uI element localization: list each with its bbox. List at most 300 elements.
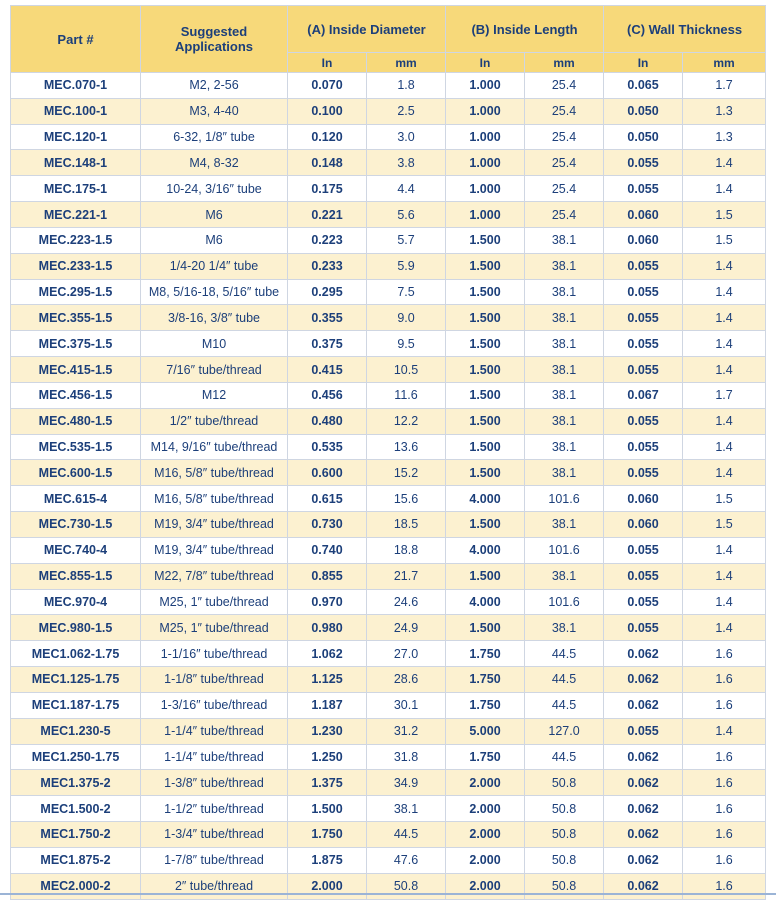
inside-diameter-mm-cell: 2.5 [367,98,446,124]
inside-diameter-in-cell: 0.355 [288,305,367,331]
inside-diameter-in-cell: 0.070 [288,73,367,99]
part-number-cell: MEC.100-1 [11,98,141,124]
inside-length-in-cell: 1.500 [446,434,525,460]
part-number-cell: MEC.600-1.5 [11,460,141,486]
inside-length-mm-cell: 44.5 [525,641,604,667]
wall-thickness-in-cell: 0.055 [604,718,683,744]
inside-length-in-cell: 1.500 [446,331,525,357]
part-number-cell: MEC1.500-2 [11,796,141,822]
inside-diameter-in-cell: 1.375 [288,770,367,796]
table-row [11,563,766,589]
header-row [11,6,766,53]
inside-length-in-cell: 4.000 [446,537,525,563]
wall-thickness-mm-cell: 1.4 [683,279,766,305]
unit-header: In [604,53,683,73]
inside-diameter-in-cell: 0.980 [288,615,367,641]
inside-length-in-cell: 1.000 [446,98,525,124]
inside-diameter-in-cell: 1.500 [288,796,367,822]
wall-thickness-mm-cell: 1.6 [683,770,766,796]
wall-thickness-in-cell: 0.062 [604,641,683,667]
inside-length-mm-cell: 38.1 [525,357,604,383]
inside-diameter-in-cell: 0.535 [288,434,367,460]
part-number-cell: MEC.456-1.5 [11,382,141,408]
inside-diameter-mm-cell: 13.6 [367,434,446,460]
application-cell: 1-1/4″ tube/thread [141,718,288,744]
inside-diameter-mm-cell: 18.5 [367,512,446,538]
wall-thickness-mm-cell: 1.7 [683,382,766,408]
table-row [11,641,766,667]
wall-thickness-in-cell: 0.055 [604,279,683,305]
inside-diameter-mm-cell: 34.9 [367,770,446,796]
application-cell: 1/4-20 1/4″ tube [141,253,288,279]
wall-thickness-mm-cell: 1.4 [683,357,766,383]
application-cell: M12 [141,382,288,408]
part-number-cell: MEC1.062-1.75 [11,641,141,667]
inside-length-in-cell: 1.500 [446,253,525,279]
table-row [11,667,766,693]
part-number-cell: MEC.221-1 [11,202,141,228]
inside-length-mm-cell: 50.8 [525,847,604,873]
inside-diameter-mm-cell: 31.8 [367,744,446,770]
application-cell: 1-1/8″ tube/thread [141,667,288,693]
table-row [11,305,766,331]
table-row [11,537,766,563]
spec-table-container [10,5,765,900]
inside-diameter-mm-cell: 3.0 [367,124,446,150]
wall-thickness-in-cell: 0.050 [604,124,683,150]
application-cell: 1-3/4″ tube/thread [141,822,288,848]
table-row [11,253,766,279]
inside-length-mm-cell: 38.1 [525,512,604,538]
wall-thickness-mm-cell: 1.6 [683,692,766,718]
wall-thickness-in-cell: 0.062 [604,770,683,796]
application-cell: 1-1/4″ tube/thread [141,744,288,770]
inside-length-in-cell: 1.500 [446,305,525,331]
inside-length-in-cell: 2.000 [446,873,525,899]
table-row [11,408,766,434]
unit-header: mm [525,53,604,73]
application-cell: M6 [141,227,288,253]
inside-diameter-in-cell: 1.230 [288,718,367,744]
inside-length-mm-cell: 38.1 [525,408,604,434]
inside-length-in-cell: 4.000 [446,589,525,615]
inside-diameter-mm-cell: 31.2 [367,718,446,744]
wall-thickness-mm-cell: 1.4 [683,150,766,176]
application-cell: M16, 5/8″ tube/thread [141,460,288,486]
application-cell: 2″ tube/thread [141,873,288,899]
wall-thickness-in-cell: 0.055 [604,357,683,383]
unit-header: mm [683,53,766,73]
inside-length-in-cell: 1.500 [446,512,525,538]
inside-diameter-mm-cell: 3.8 [367,150,446,176]
application-cell: 1-3/16″ tube/thread [141,692,288,718]
inside-diameter-mm-cell: 18.8 [367,537,446,563]
inside-diameter-mm-cell: 21.7 [367,563,446,589]
wall-thickness-mm-cell: 1.4 [683,408,766,434]
table-row [11,847,766,873]
inside-length-in-cell: 1.750 [446,744,525,770]
inside-length-mm-cell: 38.1 [525,253,604,279]
inside-length-in-cell: 1.750 [446,667,525,693]
wall-thickness-in-cell: 0.062 [604,667,683,693]
part-number-cell: MEC.730-1.5 [11,512,141,538]
application-cell: 7/16″ tube/thread [141,357,288,383]
unit-header: In [288,53,367,73]
inside-diameter-mm-cell: 5.6 [367,202,446,228]
inside-length-mm-cell: 25.4 [525,202,604,228]
part-number-cell: MEC.980-1.5 [11,615,141,641]
wall-thickness-in-cell: 0.065 [604,73,683,99]
inside-length-in-cell: 2.000 [446,847,525,873]
application-cell: M19, 3/4″ tube/thread [141,512,288,538]
inside-length-in-cell: 1.000 [446,73,525,99]
inside-length-mm-cell: 25.4 [525,124,604,150]
inside-length-mm-cell: 44.5 [525,667,604,693]
header-part-number: Part # [11,6,141,73]
application-cell: 1-3/8″ tube/thread [141,770,288,796]
part-number-cell: MEC1.125-1.75 [11,667,141,693]
inside-diameter-in-cell: 0.456 [288,382,367,408]
inside-diameter-mm-cell: 7.5 [367,279,446,305]
table-row [11,202,766,228]
inside-diameter-in-cell: 0.970 [288,589,367,615]
inside-length-mm-cell: 50.8 [525,822,604,848]
wall-thickness-mm-cell: 1.6 [683,641,766,667]
application-cell: M22, 7/8″ tube/thread [141,563,288,589]
inside-length-mm-cell: 25.4 [525,176,604,202]
inside-diameter-in-cell: 0.740 [288,537,367,563]
wall-thickness-mm-cell: 1.4 [683,615,766,641]
wall-thickness-in-cell: 0.060 [604,227,683,253]
application-cell: M25, 1″ tube/thread [141,589,288,615]
inside-diameter-mm-cell: 24.6 [367,589,446,615]
part-number-cell: MEC1.187-1.75 [11,692,141,718]
application-cell: 1-7/8″ tube/thread [141,847,288,873]
wall-thickness-in-cell: 0.055 [604,563,683,589]
wall-thickness-in-cell: 0.062 [604,796,683,822]
part-number-cell: MEC.355-1.5 [11,305,141,331]
inside-length-mm-cell: 38.1 [525,227,604,253]
wall-thickness-in-cell: 0.055 [604,589,683,615]
inside-diameter-mm-cell: 12.2 [367,408,446,434]
application-cell: 1/2″ tube/thread [141,408,288,434]
table-row [11,796,766,822]
application-cell: M8, 5/16-18, 5/16″ tube [141,279,288,305]
inside-diameter-in-cell: 0.120 [288,124,367,150]
wall-thickness-in-cell: 0.055 [604,537,683,563]
inside-diameter-in-cell: 0.855 [288,563,367,589]
inside-length-mm-cell: 38.1 [525,331,604,357]
application-cell: 6-32, 1/8″ tube [141,124,288,150]
inside-diameter-in-cell: 0.175 [288,176,367,202]
wall-thickness-in-cell: 0.050 [604,98,683,124]
table-row [11,73,766,99]
inside-length-mm-cell: 44.5 [525,744,604,770]
inside-diameter-mm-cell: 4.4 [367,176,446,202]
inside-length-in-cell: 1.500 [446,563,525,589]
header-suggested-applications: Suggested Applications [141,6,288,73]
inside-length-mm-cell: 50.8 [525,873,604,899]
part-number-cell: MEC2.000-2 [11,873,141,899]
wall-thickness-mm-cell: 1.5 [683,202,766,228]
table-row [11,615,766,641]
unit-header: In [446,53,525,73]
inside-diameter-in-cell: 0.415 [288,357,367,383]
wall-thickness-mm-cell: 1.4 [683,305,766,331]
inside-diameter-mm-cell: 5.9 [367,253,446,279]
part-number-cell: MEC.970-4 [11,589,141,615]
part-number-cell: MEC.855-1.5 [11,563,141,589]
inside-diameter-mm-cell: 30.1 [367,692,446,718]
inside-length-in-cell: 1.500 [446,460,525,486]
table-row [11,176,766,202]
wall-thickness-mm-cell: 1.6 [683,873,766,899]
wall-thickness-in-cell: 0.055 [604,176,683,202]
inside-diameter-in-cell: 0.295 [288,279,367,305]
part-number-cell: MEC.375-1.5 [11,331,141,357]
part-number-cell: MEC.223-1.5 [11,227,141,253]
inside-diameter-in-cell: 2.000 [288,873,367,899]
inside-length-mm-cell: 38.1 [525,460,604,486]
inside-diameter-mm-cell: 47.6 [367,847,446,873]
table-row [11,357,766,383]
application-cell: M2, 2-56 [141,73,288,99]
inside-diameter-mm-cell: 24.9 [367,615,446,641]
inside-diameter-in-cell: 0.730 [288,512,367,538]
table-row [11,98,766,124]
inside-diameter-in-cell: 1.062 [288,641,367,667]
wall-thickness-mm-cell: 1.5 [683,486,766,512]
part-number-cell: MEC1.750-2 [11,822,141,848]
wall-thickness-mm-cell: 1.4 [683,176,766,202]
inside-diameter-in-cell: 0.375 [288,331,367,357]
application-cell: 1-1/16″ tube/thread [141,641,288,667]
inside-length-in-cell: 4.000 [446,486,525,512]
inside-length-mm-cell: 25.4 [525,98,604,124]
header-inside-diameter: (A) Inside Diameter [288,6,446,53]
inside-diameter-in-cell: 0.600 [288,460,367,486]
wall-thickness-in-cell: 0.062 [604,744,683,770]
inside-length-mm-cell: 38.1 [525,563,604,589]
wall-thickness-in-cell: 0.062 [604,873,683,899]
wall-thickness-mm-cell: 1.5 [683,512,766,538]
inside-diameter-mm-cell: 15.2 [367,460,446,486]
part-number-cell: MEC.175-1 [11,176,141,202]
inside-diameter-mm-cell: 11.6 [367,382,446,408]
inside-diameter-mm-cell: 5.7 [367,227,446,253]
inside-diameter-mm-cell: 27.0 [367,641,446,667]
wall-thickness-mm-cell: 1.4 [683,331,766,357]
inside-diameter-mm-cell: 50.8 [367,873,446,899]
wall-thickness-in-cell: 0.055 [604,408,683,434]
wall-thickness-mm-cell: 1.6 [683,744,766,770]
wall-thickness-mm-cell: 1.4 [683,434,766,460]
wall-thickness-in-cell: 0.060 [604,512,683,538]
application-cell: M3, 4-40 [141,98,288,124]
part-number-cell: MEC.740-4 [11,537,141,563]
inside-length-mm-cell: 101.6 [525,589,604,615]
wall-thickness-mm-cell: 1.4 [683,718,766,744]
inside-diameter-in-cell: 0.100 [288,98,367,124]
inside-length-in-cell: 1.000 [446,202,525,228]
wall-thickness-in-cell: 0.060 [604,486,683,512]
table-row [11,124,766,150]
part-number-cell: MEC.233-1.5 [11,253,141,279]
inside-length-mm-cell: 38.1 [525,615,604,641]
inside-diameter-mm-cell: 15.6 [367,486,446,512]
table-row [11,744,766,770]
application-cell: M25, 1″ tube/thread [141,615,288,641]
inside-diameter-in-cell: 0.221 [288,202,367,228]
inside-length-in-cell: 1.500 [446,357,525,383]
application-cell: 1-1/2″ tube/thread [141,796,288,822]
wall-thickness-mm-cell: 1.7 [683,73,766,99]
inside-diameter-in-cell: 1.250 [288,744,367,770]
application-cell: M14, 9/16″ tube/thread [141,434,288,460]
application-cell: M16, 5/8″ tube/thread [141,486,288,512]
inside-length-mm-cell: 127.0 [525,718,604,744]
wall-thickness-in-cell: 0.055 [604,253,683,279]
wall-thickness-mm-cell: 1.4 [683,563,766,589]
application-cell: M4, 8-32 [141,150,288,176]
inside-length-mm-cell: 50.8 [525,796,604,822]
inside-length-in-cell: 1.000 [446,176,525,202]
inside-length-mm-cell: 38.1 [525,434,604,460]
part-number-cell: MEC.535-1.5 [11,434,141,460]
application-cell: M10 [141,331,288,357]
table-row [11,822,766,848]
inside-diameter-mm-cell: 38.1 [367,796,446,822]
inside-length-mm-cell: 50.8 [525,770,604,796]
inside-diameter-mm-cell: 9.5 [367,331,446,357]
application-cell: 10-24, 3/16″ tube [141,176,288,202]
table-row [11,279,766,305]
wall-thickness-in-cell: 0.062 [604,847,683,873]
wall-thickness-mm-cell: 1.6 [683,796,766,822]
inside-length-mm-cell: 38.1 [525,279,604,305]
application-cell: M6 [141,202,288,228]
table-body [11,73,766,900]
part-number-cell: MEC1.230-5 [11,718,141,744]
part-number-cell: MEC.415-1.5 [11,357,141,383]
table-row [11,486,766,512]
inside-length-in-cell: 1.500 [446,382,525,408]
wall-thickness-mm-cell: 1.6 [683,667,766,693]
inside-diameter-mm-cell: 28.6 [367,667,446,693]
table-row [11,692,766,718]
inside-length-in-cell: 2.000 [446,822,525,848]
wall-thickness-in-cell: 0.055 [604,331,683,357]
part-number-cell: MEC1.250-1.75 [11,744,141,770]
inside-length-mm-cell: 38.1 [525,305,604,331]
application-cell: M19, 3/4″ tube/thread [141,537,288,563]
inside-length-in-cell: 2.000 [446,770,525,796]
wall-thickness-in-cell: 0.055 [604,305,683,331]
table-row [11,150,766,176]
header-wall-thickness: (C) Wall Thickness [604,6,766,53]
inside-length-in-cell: 1.750 [446,641,525,667]
inside-length-in-cell: 5.000 [446,718,525,744]
bottom-divider [0,893,776,895]
inside-length-in-cell: 1.000 [446,124,525,150]
inside-length-in-cell: 1.500 [446,227,525,253]
table-row [11,382,766,408]
wall-thickness-in-cell: 0.055 [604,150,683,176]
wall-thickness-in-cell: 0.055 [604,615,683,641]
unit-header: mm [367,53,446,73]
inside-length-in-cell: 2.000 [446,796,525,822]
wall-thickness-mm-cell: 1.6 [683,847,766,873]
wall-thickness-mm-cell: 1.6 [683,822,766,848]
spec-table [10,5,766,900]
inside-diameter-in-cell: 0.615 [288,486,367,512]
inside-diameter-in-cell: 1.187 [288,692,367,718]
inside-diameter-in-cell: 1.750 [288,822,367,848]
wall-thickness-mm-cell: 1.3 [683,98,766,124]
wall-thickness-in-cell: 0.055 [604,434,683,460]
wall-thickness-mm-cell: 1.4 [683,460,766,486]
table-row [11,770,766,796]
part-number-cell: MEC.070-1 [11,73,141,99]
table-row [11,434,766,460]
wall-thickness-mm-cell: 1.4 [683,537,766,563]
part-number-cell: MEC1.375-2 [11,770,141,796]
inside-diameter-mm-cell: 1.8 [367,73,446,99]
inside-length-mm-cell: 101.6 [525,537,604,563]
inside-length-mm-cell: 38.1 [525,382,604,408]
inside-length-mm-cell: 25.4 [525,73,604,99]
wall-thickness-in-cell: 0.062 [604,822,683,848]
wall-thickness-mm-cell: 1.3 [683,124,766,150]
part-number-cell: MEC.295-1.5 [11,279,141,305]
inside-diameter-in-cell: 0.233 [288,253,367,279]
inside-length-in-cell: 1.500 [446,615,525,641]
inside-length-in-cell: 1.500 [446,279,525,305]
wall-thickness-in-cell: 0.062 [604,692,683,718]
inside-diameter-mm-cell: 9.0 [367,305,446,331]
inside-diameter-in-cell: 1.875 [288,847,367,873]
part-number-cell: MEC.120-1 [11,124,141,150]
wall-thickness-in-cell: 0.055 [604,460,683,486]
inside-length-in-cell: 1.500 [446,408,525,434]
wall-thickness-mm-cell: 1.4 [683,589,766,615]
wall-thickness-in-cell: 0.067 [604,382,683,408]
inside-length-mm-cell: 25.4 [525,150,604,176]
table-row [11,589,766,615]
table-row [11,460,766,486]
header-inside-length: (B) Inside Length [446,6,604,53]
table-row [11,331,766,357]
inside-diameter-mm-cell: 10.5 [367,357,446,383]
part-number-cell: MEC.148-1 [11,150,141,176]
table-row [11,718,766,744]
table-row [11,512,766,538]
inside-diameter-in-cell: 0.223 [288,227,367,253]
inside-length-mm-cell: 44.5 [525,692,604,718]
inside-length-in-cell: 1.750 [446,692,525,718]
wall-thickness-mm-cell: 1.4 [683,253,766,279]
table-row [11,873,766,899]
table-row [11,227,766,253]
part-number-cell: MEC.615-4 [11,486,141,512]
part-number-cell: MEC.480-1.5 [11,408,141,434]
inside-diameter-in-cell: 1.125 [288,667,367,693]
inside-diameter-in-cell: 0.148 [288,150,367,176]
application-cell: 3/8-16, 3/8″ tube [141,305,288,331]
wall-thickness-in-cell: 0.060 [604,202,683,228]
inside-length-in-cell: 1.000 [446,150,525,176]
part-number-cell: MEC1.875-2 [11,847,141,873]
